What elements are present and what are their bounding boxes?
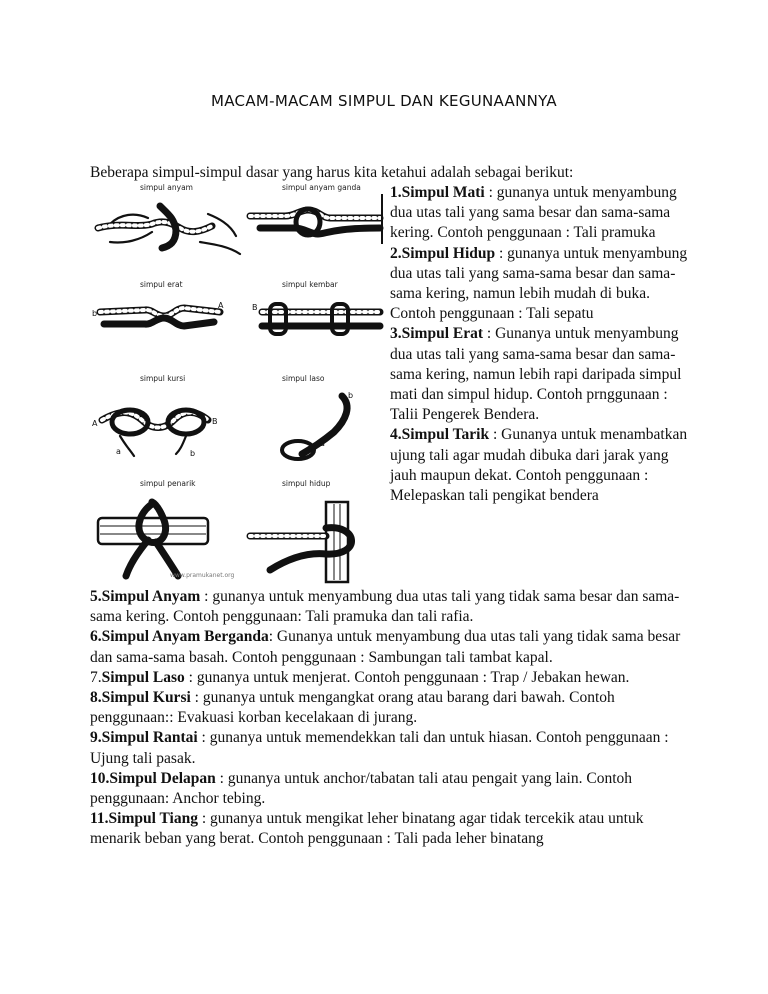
knot-desc: : gunanya untuk menyambung dua utas tali yang sama besar dan sama-sama kering. Contoh penggunaan : Tali pramuka [390,184,677,242]
knot-name: 11.Simpul Tiang [90,810,198,828]
knot-simpul-anyam-ganda [250,194,382,244]
knot-name: 5.Simpul Anyam [90,588,201,605]
label-b: b [92,309,98,318]
list-item [90,587,690,627]
knot-simpul-erat [92,301,224,326]
caption-simpul-anyam-ganda: simpul anyam ganda [282,184,361,192]
list-item [390,425,690,506]
knot-name: 1.Simpul Mati [390,184,485,201]
list-item [390,244,690,325]
knot-desc: : Gunanya untuk menyambung dua utas tali yang tidak sama besar dan sama-sama basah. Contoh penggunaan : Sambungan tali tambat kapal. [90,628,681,666]
label-B-kursi: B [212,417,218,426]
knot-desc: : Gunanya untuk menyambung dua utas tali yang sama-sama besar dan sama-sama kering, namun lebih rapi daripada simpul mati dan simpul hidup. Contoh prnggunaan : Talii Pengerek Bendera. [390,325,682,424]
list-item [90,688,690,728]
knot-number: 7. [90,668,102,686]
label-b-kursi: b [190,449,196,458]
knot-simpul-hidup [250,502,352,582]
label-A-kursi: A [92,419,98,428]
list-item [90,728,690,768]
caption-simpul-hidup: simpul hidup [282,479,331,488]
label-B: B [252,303,258,312]
caption-simpul-penarik: simpul penarik [140,479,196,488]
knot-desc: : gunanya untuk mengangkat orang atau barang dari bawah. Contoh penggunaan:: Evakuasi korban kecelakaan di jurang. [90,689,615,727]
knots-illustration-svg [90,184,385,586]
caption-simpul-laso: simpul laso [282,374,325,383]
list-item [90,627,690,667]
label-a-laso: a [320,439,325,448]
knot-simpul-anyam [98,206,240,254]
page-title: MACAM-MACAM SIMPUL DAN KEGUNAANNYA [211,92,557,110]
knot-desc: : gunanya untuk memendekkan tali dan untuk hiasan. Contoh penggunaan : Ujung tali pasak. [90,729,669,767]
intro-text: Beberapa simpul-simpul dasar yang harus kita ketahui adalah sebagai berikut: [90,164,574,181]
knot-desc: : gunanya untuk menyambung dua utas tali yang tidak sama besar dan sama-sama kering. Contoh penggunaan: Tali pramuka dan tali rafia. [90,588,680,626]
list-item [90,809,690,849]
label-a-kursi: a [116,447,121,456]
caption-simpul-anyam: simpul anyam [140,184,193,192]
knot-desc: : gunanya untuk mengikat leher binatang agar tidak tercekik atau untuk menarik beban yang berat. Contoh penggunaan : Tali pada leher binatang [90,810,644,848]
knot-name: 2.Simpul Hidup [390,244,496,262]
knot-name: 8.Simpul Kursi [90,689,191,707]
knot-desc: : gunanya untuk menyambung dua utas tali yang sama-sama besar dan sama-sama kering, namun lebih mudah di buka. Contoh penggunaan : Tali sepatu [390,244,688,323]
knot-simpul-penarik [98,502,235,579]
knots-illustration [90,184,385,586]
knot-name: 9.Simpul Rantai [90,729,198,747]
knot-name: 10.Simpul Delapan [90,769,216,787]
right-column-text [390,183,690,506]
caption-simpul-erat: simpul erat [140,280,183,289]
caption-simpul-kembar: simpul kembar [282,280,338,289]
list-item [390,183,690,244]
knot-desc: : gunanya untuk menjerat. Contoh penggunaan : Trap / Jebakan hewan. [184,668,630,686]
knot-name: 6.Simpul Anyam Berganda [90,628,269,646]
list-item [390,324,690,425]
knot-name: 3.Simpul Erat [390,325,484,343]
label-b-laso: b [348,391,354,400]
bottom-text [90,587,690,850]
caption-simpul-kursi: simpul kursi [140,374,186,383]
knot-name: 4.Simpul Tarik [390,426,490,444]
knot-simpul-kembar [252,303,380,334]
list-item [90,668,690,688]
knot-simpul-laso [282,391,353,459]
label-A: A [218,301,224,310]
knot-desc: : gunanya untuk anchor/tabatan tali atau pengait yang lain. Contoh penggunaan: Anchor tebing. [90,769,632,808]
knot-simpul-kursi [92,410,218,458]
knot-desc: : Gunanya untuk menambatkan ujung tali agar mudah dibuka dari jarak yang jauh maupun dekat. Contoh penggunaan : Melepaskan tali pengikat bendera [390,426,688,505]
watermark: www.pramukanet.org [170,572,235,579]
knot-name: Simpul Laso [101,668,185,686]
list-item [90,769,690,809]
